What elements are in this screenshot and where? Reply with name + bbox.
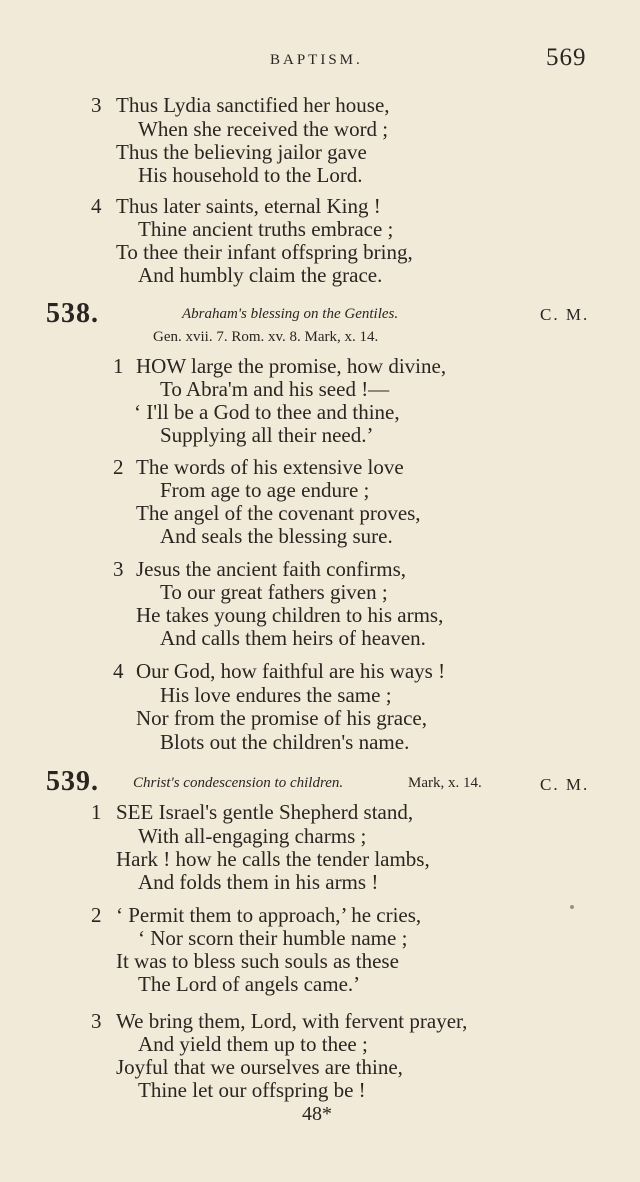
verse-number: 1	[113, 354, 124, 378]
verse-line: It was to bless such souls as these	[116, 949, 399, 973]
page-number: 569	[546, 44, 587, 71]
verse-number: 2	[91, 903, 102, 927]
verse-line: Thus later saints, eternal King !	[116, 194, 381, 218]
verse-line: ‘ Permit them to approach,’ he cries,	[116, 903, 422, 927]
verse-number: 1	[91, 800, 102, 824]
verse-line: The Lord of angels came.’	[138, 972, 361, 996]
hymn-meter: C. M.	[540, 775, 590, 794]
verse-line: His love endures the same ;	[160, 683, 392, 707]
verse-line: With all-engaging charms ;	[138, 824, 367, 848]
verse-line: The words of his extensive love	[136, 455, 404, 479]
verse-line: And calls them heirs of heaven.	[160, 626, 426, 650]
verse-line: Nor from the promise of his grace,	[136, 706, 427, 730]
verse-line: Joyful that we ourselves are thine,	[116, 1055, 403, 1079]
verse-number: 4	[91, 194, 102, 218]
verse-line: Thine let our offspring be !	[138, 1078, 366, 1102]
signature-mark: 48*	[302, 1103, 332, 1125]
hymn-title: Abraham's blessing on the Gentiles.	[182, 306, 399, 322]
verse-number: 4	[113, 659, 124, 683]
verse-line: To Abra'm and his seed !—	[160, 377, 390, 401]
verse-line: To thee their infant offspring bring,	[116, 240, 413, 264]
verse-line: And seals the blessing sure.	[160, 524, 393, 548]
verse-line: Thine ancient truths embrace ;	[138, 217, 394, 241]
scripture-references: Gen. xvii. 7. Rom. xv. 8. Mark, x. 14.	[153, 329, 379, 345]
verse-line: HOW large the promise, how divine,	[136, 354, 447, 378]
running-header: BAPTISM.	[270, 52, 363, 68]
verse-line: We bring them, Lord, with fervent prayer,	[116, 1009, 468, 1033]
verse-line: Our God, how faithful are his ways !	[136, 659, 446, 683]
verse-line: Supplying all their need.’	[160, 423, 374, 447]
hymn-number: 538.	[46, 298, 99, 329]
verse-line: Blots out the children's name.	[160, 730, 410, 754]
verse-line: When she received the word ;	[138, 117, 389, 141]
verse-line: And folds them in his arms !	[138, 870, 379, 894]
verse-line: His household to the Lord.	[138, 163, 363, 187]
verse-line: The angel of the covenant proves,	[136, 501, 421, 525]
hymn-meter: C. M.	[540, 305, 590, 324]
scripture-references: Mark, x. 14.	[408, 775, 482, 791]
hymn-number: 539.	[46, 766, 99, 797]
verse-line: Jesus the ancient faith confirms,	[136, 557, 407, 581]
hymn-title: Christ's condescension to children.	[133, 775, 344, 791]
verse-number: 3	[91, 1009, 102, 1033]
verse-number: 3	[113, 557, 124, 581]
verse-line: ‘ I'll be a God to thee and thine,	[134, 400, 400, 424]
verse-line: And humbly claim the grace.	[138, 263, 383, 287]
verse-line: Thus the believing jailor gave	[116, 140, 367, 164]
verse-line: From age to age endure ;	[160, 478, 370, 502]
verse-line: To our great fathers given ;	[160, 580, 388, 604]
paper-speck	[570, 905, 574, 909]
verse-line: He takes young children to his arms,	[136, 603, 444, 627]
verse-line: Hark ! how he calls the tender lambs,	[116, 847, 430, 871]
verse-line: ‘ Nor scorn their humble name ;	[138, 926, 408, 950]
verse-line: And yield them up to thee ;	[138, 1032, 368, 1056]
verse-line: SEE Israel's gentle Shepherd stand,	[116, 800, 414, 824]
verse-number: 3	[91, 93, 102, 117]
verse-number: 2	[113, 455, 124, 479]
verse-line: Thus Lydia sanctified her house,	[116, 93, 390, 117]
